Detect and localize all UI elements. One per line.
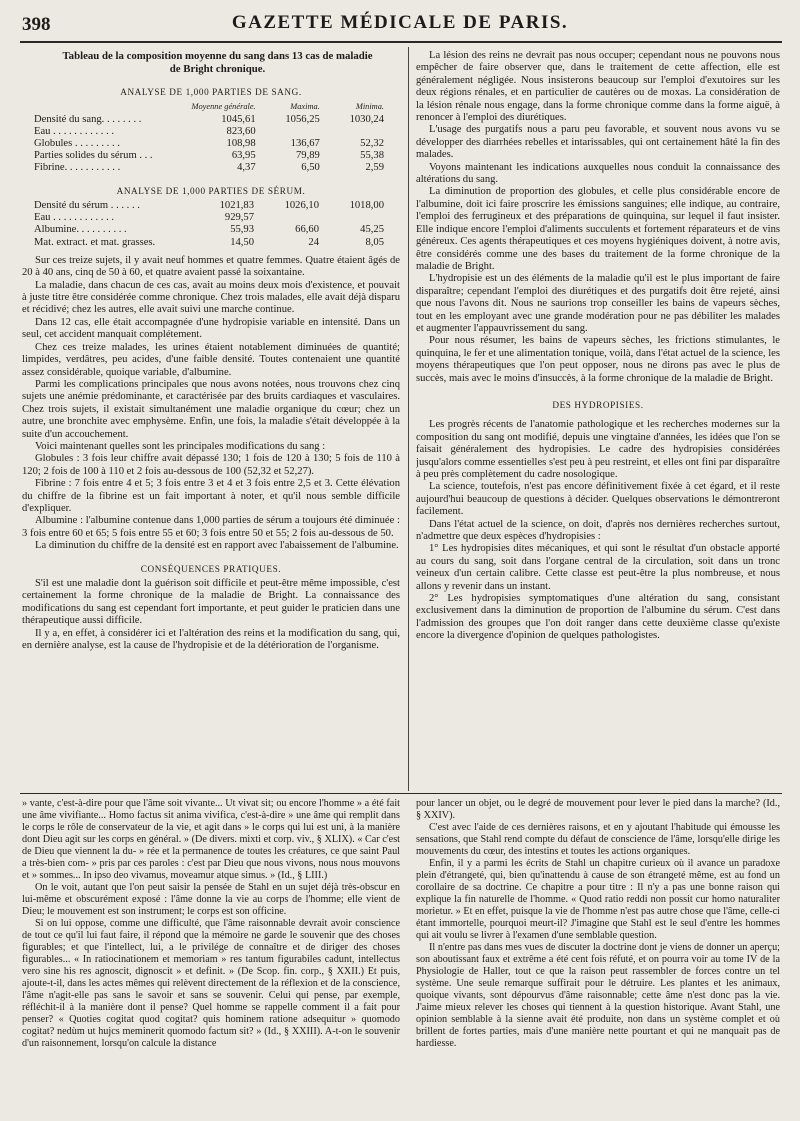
paragraph: Chez ces treize malades, les urines étaient notablement diminuées de quantité; limpides, verdâtres, peu acides, d'une faible densité. Toutes contenaient une quantité assez considérable, quoique variable, d'albumine. xyxy=(22,341,400,378)
cell-avg: 63,95 xyxy=(231,150,256,162)
paragraph: La maladie, dans chacun de ces cas, avait au moins deux mois d'existence, et pouvait à juste titre être considérée comme chronique. Chez trois malades, elle avait déjà disparu et récidivé; chez les autres, elle avait suivi une marche continue. xyxy=(22,279,400,316)
table-row xyxy=(34,162,384,174)
blood-analysis-table xyxy=(34,101,384,174)
paragraph: Il n'entre pas dans mes vues de discuter la doctrine dont je viens de donner un aperçu; son aboutissant faux et extrême a été cent fois réfuté, et on pourra voir au tome IV de la Physiologie de Haller, tout ce que la raison peut rassembler de forces contre un tel système. Une seule remarque suffirait pour le détruire. Les plantes et les animaux, quoique vivants, sont dépourvus d'âme raisonnable; cette âme n'est donc pas la vie. J'aime mieux relever les choses qui tiennent à la question historique. Avant Stahl, une opinion semblable à la sienne avait été produite, non dans un système complet et où brillent de fortes parties, mais d'une manière nette pourtant et qui ne manquait pas de hardiesse. xyxy=(416,942,780,1049)
table-row xyxy=(34,224,384,236)
column-header: Maxima. xyxy=(290,102,320,112)
cell-max: 136,67 xyxy=(290,138,320,150)
paragraph: S'il est une maladie dont la guérison soit difficile et peut-être même impossible, c'est certainement la forme chronique de la maladie de Bright. La connaissance des modifications du sang est cependant fort importante, et peut guider le praticien dans une thérapeutique aussi difficile. xyxy=(22,578,400,627)
left-body-text xyxy=(22,255,400,553)
row-label: Parties solides du sérum . . . xyxy=(34,150,153,162)
cell-avg: 14,50 xyxy=(230,236,255,248)
paragraph: Fibrine : 7 fois entre 4 et 5; 3 fois entre 3 et 4 et 3 fois entre 2,5 et 3. Cette élévation du chiffre de la fibrine est un fait important à noter, et qu'il nous semble difficile d'expliquer. xyxy=(22,478,400,514)
table-title-line2: de Bright chronique. xyxy=(169,63,266,75)
table-row xyxy=(34,212,384,224)
cell-min: 2,59 xyxy=(365,162,384,174)
cell-min: 45,25 xyxy=(360,224,384,236)
header-rule xyxy=(20,41,782,43)
right-column xyxy=(416,50,780,790)
journal-title: GAZETTE MÉDICALE DE PARIS. xyxy=(231,12,569,33)
cell-max: 24 xyxy=(308,236,319,248)
paragraph: Si on lui oppose, comme une difficulté, que l'âme raisonnable devrait avoir conscience de tout ce qu'il lui faut faire, il répond que la mémoire ne garde le souvenir que des choses figurables; et que l'intellect, lui, a le privilége de connaître et de diriger des choses figurables... « In ratiocinationem et memoriam » res tantum figurabiles cadunt, intellectus vero sine his res agnoscit, dignoscit » et definit. » (De Scop. fin. corp., § XXII.) Et puis, ajoute-t-il, dans les actes mêmes qui relèvent directement de la réflexion et de la conscience, l'âme n'agit-elle pas sans le savoir et sans se souvenir. Celui qui pense, par exemple, réfléchit-il à la manière dont il pense? Quel homme se rappelle comment il a fait pour penser? « Quoties cogitat quod cogitat? quis hominem ratione adsequitur » quomodo cogitat? nedùm ut hujcs meminerit quomodo factum sit? » (Id., § XXIII). A-t-on le souvenir d'un raisonnement, lorsqu'on calcule la distance xyxy=(22,918,400,1049)
paragraph: pour lancer un objet, ou le degré de mouvement pour lever le pied dans la marche? (Id., § XXIV). xyxy=(416,798,780,821)
cell-min: 1018,00 xyxy=(349,200,384,212)
table-row xyxy=(34,237,384,249)
cell-max: 66,60 xyxy=(295,224,319,236)
consequences-text xyxy=(22,578,400,652)
paragraph: 1° Les hydropisies dites mécaniques, et qui sont le résultat d'un obstacle apporté au cours du sang, soit dans l'organe central de la circulation, soit dans un tronc veineux d'un certain calibre. Cette classe est peut-être la plus nombreuse, et nous allons y revenir dans un instant. xyxy=(416,543,780,592)
paragraph: Il y a, en effet, à considérer ici et l'altération des reins et la modification du sang, qui, en dernière analyse, est la cause de l'hydropisie et de la détérioration de l'organisme. xyxy=(22,627,400,652)
cell-avg: 1045,61 xyxy=(221,113,256,125)
paragraph: Parmi les complications principales que nous avons notées, nous trouvons chez cinq sujets une anémie prédominante, et caractérisée par des bruits cardiaques et vasculaires. Chez trois sujets, il existait simultanément une maladie organique du cœur; chez un autre, une bronchite avec emphysème. Enfin, une fois, la maladie s'était développée à la suite d'un accouchement. xyxy=(22,378,400,440)
paragraph: Sur ces treize sujets, il y avait neuf hommes et quatre femmes. Quatre étaient âgés de 20 à 40 ans, cinq de 50 à 60, et quatre avaient passé la soixantaine. xyxy=(22,254,400,279)
cell-avg: 1021,83 xyxy=(219,200,255,212)
cell-avg: 108,98 xyxy=(226,138,256,150)
cell-min xyxy=(320,126,384,138)
table-row xyxy=(34,114,384,126)
paragraph: Albumine : l'albumine contenue dans 1,000 parties de sérum a toujours été diminuée : 3 fois entre 60 et 65; 5 fois entre 55 et 60; 3 fois entre 50 et 55; 2 fois au-dessous de 50. xyxy=(22,515,400,539)
row-label: Eau . . . . . . . . . . . . xyxy=(34,212,115,224)
paragraph: Enfin, il y a parmi les écrits de Stahl un chapitre curieux où il avance un paradoxe plein d'étrangeté, qui, bien qu'inattendu à cause de son étrangeté même, est au fond un corollaire de sa doctrine. Ce chapitre a pour titre : Il n'y a pas une bonne raison qui explique la fin naturelle de l'homme. « Quod ratio reddi non possit cur homo naturaliter morietur. » Et en effet, puisque la vie de l'homme n'est pas autre chose que l'âme, celle-ci étant immortelle, pourquoi meurt-il? J'imagine que Stahl est le seul d'entre les hommes qui ait voulu se livrer à l'examen d'une semblable question. xyxy=(416,858,780,941)
lower-left-column xyxy=(22,798,400,1112)
table-row xyxy=(34,138,384,150)
cell-avg: 4,37 xyxy=(237,162,256,174)
column-divider xyxy=(408,47,409,791)
table-header-row xyxy=(34,101,384,113)
column-header: Minima. xyxy=(355,102,384,112)
cell-avg: 823,60 xyxy=(226,125,256,137)
cell-min: 52,32 xyxy=(360,138,384,150)
paragraph: Dans 12 cas, elle était accompagnée d'une hydropisie variable en intensité. Dans un seul, cet accident manquait complétement. xyxy=(22,316,400,341)
page-number: 398 xyxy=(22,14,51,35)
row-label: Densité du sérum . . . . . . xyxy=(34,200,140,212)
serum-analysis-table xyxy=(34,200,384,249)
left-column xyxy=(22,50,400,790)
cell-min: 8,05 xyxy=(365,236,384,248)
section-heading-hydropisies: DES HYDROPISIES. xyxy=(552,399,644,410)
section-heading-consequences: CONSÉQUENCES PRATIQUES. xyxy=(140,563,282,574)
table-row xyxy=(34,150,384,162)
cell-max: 1026,10 xyxy=(284,200,319,212)
section-heading-serum: ANALYSE DE 1,000 PARTIES DE SÉRUM. xyxy=(116,185,306,196)
row-label: Mat. extract. et mat. grasses. xyxy=(34,236,156,248)
cell-avg: 929,57 xyxy=(224,212,255,224)
paragraph: 2° Les hydropisies symptomatiques d'une altération du sang, consistant exclusivement dans la diminution de proportion de l'albumine du sérum. C'est dans l'admission des groupes que l'on doit ranger dans cette deuxième classe qu'existe encore la divergence d'opinion de quelques pathologistes. xyxy=(416,593,780,642)
paragraph: Globules : 3 fois leur chiffre avait dépassé 130; 1 fois de 120 à 130; 5 fois de 110 à 120; 2 fois de 100 à 110 et 2 fois au-dessous de 100 (52,32 et 52,27). xyxy=(22,453,400,477)
cell-max: 79,89 xyxy=(295,150,320,162)
paragraph: La diminution du chiffre de la densité est en rapport avec l'abaissement de l'albumine. xyxy=(35,540,399,552)
paragraph: » vante, c'est-à-dire pour que l'âme soit vivante... Ut vivat sit; ou encore l'homme » a été fait une âme vivifiante... Homo factus sit anima vivifica, c'est-à-dire » une âme qui remplit dans le corps le rôle de conservateur de la vie, et agit dans » le corps qui lui est uni, à la manière dont Dieu agit sur les corps en général. » (De divers. mixti et corp. viv., § XLIX). « Car c'est de Dieu que viennent la du- » rée et la permanence de toutes les créatures, ce que saint Paul a très-bien com- » pris par ces paroles : c'est par Dieu que nous vivons, nous nous mouvons et » sommes... In ipso deo vivamus, moveamur atque simus. » (Id., § LIII.) xyxy=(22,798,400,881)
row-label: Globules . . . . . . . . . xyxy=(34,138,120,150)
cell-max: 1056,25 xyxy=(285,113,320,125)
paragraph: L'usage des purgatifs nous a paru peu favorable, et souvent nous avons vu se développer des diarrhées rebelles et intarissables, qui ont certainement hâté la fin des malades. xyxy=(416,124,780,161)
paragraph: La lésion des reins ne devrait pas nous occuper; cependant nous ne pouvons nous empêcher de faire observer que, dans le traitement de cette affection, elle est généralement négligée. Nous insisterons beaucoup sur l'emploi d'exutoires sur les deux régions rénales, et en particulier de cautères ou de moxas. La considération de la lésion rénale nous engage, dans la forme chronique comme dans la forme aiguë, à renoncer à l'emploi des diurétiques. xyxy=(416,50,780,124)
cell-min xyxy=(319,212,384,224)
paragraph: On le voit, autant que l'on peut saisir la pensée de Stahl en un sujet déjà très-obscur en lui-même et obscurément exposé : l'âme donne la vie au corps de l'homme; elle vient de Dieu; le mouvement est son instrument; le corps est son officine. xyxy=(22,882,400,917)
paragraph: Les progrès récents de l'anatomie pathologique et les recherches modernes sur la composition du sang ont modifié, depuis une vingtaine d'années, les idées que l'on se faisait généralement des hydropisies. Le cadre des hydropisies considérées jusqu'alors comme essentielles s'est peu à peu restreint, et elles ont fini par disparaître à peu près complètement du cadre nosologique. xyxy=(416,419,780,480)
paragraph: Voyons maintenant les indications auxquelles nous conduit la connaissance des altérations du sang. xyxy=(416,161,780,186)
row-label: Eau . . . . . . . . . . . . xyxy=(34,125,115,137)
paragraph: L'hydropisie est un des éléments de la maladie qu'il est le plus important de faire disparaître; cependant l'emploi des diurétiques et des purgatifs doit être rejeté, ainsi que nous l'avons dit. Nous ne saurions trop conseiller les bains de vapeurs sèches, tout en les employant avec une grande modération pour ne pas débiliter les malades et augmenter l'appauvrissement du sang. xyxy=(416,273,780,334)
section-heading-blood: ANALYSE DE 1,000 PARTIES DE SANG. xyxy=(120,87,302,97)
table-row xyxy=(34,200,384,212)
cell-max xyxy=(256,126,320,138)
cell-max xyxy=(254,212,319,224)
cell-min: 55,38 xyxy=(360,150,384,162)
paragraph: C'est avec l'aide de ces dernières raisons, et en y ajoutant l'habitude qui émousse les sensations, que Stahl rend compte du défaut de conscience de l'âme, lorsqu'elle dirige les mouvements du cœur, des intestins et toutes les actions organiques. xyxy=(416,822,780,857)
table-title: Tableau de la composition moyenne du sang dans 13 cas de maladie xyxy=(62,50,373,62)
cell-max: 6,50 xyxy=(301,162,320,174)
section-rule xyxy=(20,793,782,794)
table-row xyxy=(34,126,384,138)
column-header: Moyenne générale. xyxy=(191,102,256,112)
lower-right-column xyxy=(416,798,780,1112)
paragraph: Dans l'état actuel de la science, on doit, d'après nos dernières recherches surtout, n'admettre que deux espèces d'hydropisies : xyxy=(416,518,780,543)
cell-avg: 55,93 xyxy=(230,224,255,236)
row-label: Albumine. . . . . . . . . . xyxy=(34,224,127,236)
paragraph: La science, toutefois, n'est pas encore définitivement fixée à cet égard, et il reste aujourd'hui beaucoup de questions à décider. Quelques observations le démontreront facilement. xyxy=(416,481,780,518)
row-label: Fibrine. . . . . . . . . . . xyxy=(34,162,121,174)
row-label: Densité du sang. . . . . . . . xyxy=(34,113,142,125)
paragraph: Voici maintenant quelles sont les principales modifications du sang : xyxy=(35,440,326,452)
cell-min: 1030,24 xyxy=(349,113,384,125)
paragraph: La diminution de proportion des globules, et celle plus considérable encore de l'albumine, doit ici faire proscrire les émissions sanguines; elle indique, au contraire, l'emploi des ferrugineux et des préparations de quinquina, sur lequel il faut insister. Elle indique encore l'emploi d'aliments succulents et fortement réparateurs et de vins généreux. Ces agents thérapeutiques et ces moyens hygiéniques doivent, à notre avis, être considérés comme une des bases du traitement de la forme chronique de la maladie de Bright. xyxy=(416,186,780,272)
paragraph: Pour nous résumer, les bains de vapeurs sèches, les frictions stimulantes, le quinquina, le fer et une alimentation tonique, voilà, dans l'état actuel de la science, les moyens thérapeutiques que l'on peut opposer, nous ne dirons pas avec le plus de succès, mais avec le moins d'insuccès, à la forme chronique de la maladie de Bright. xyxy=(416,335,780,384)
